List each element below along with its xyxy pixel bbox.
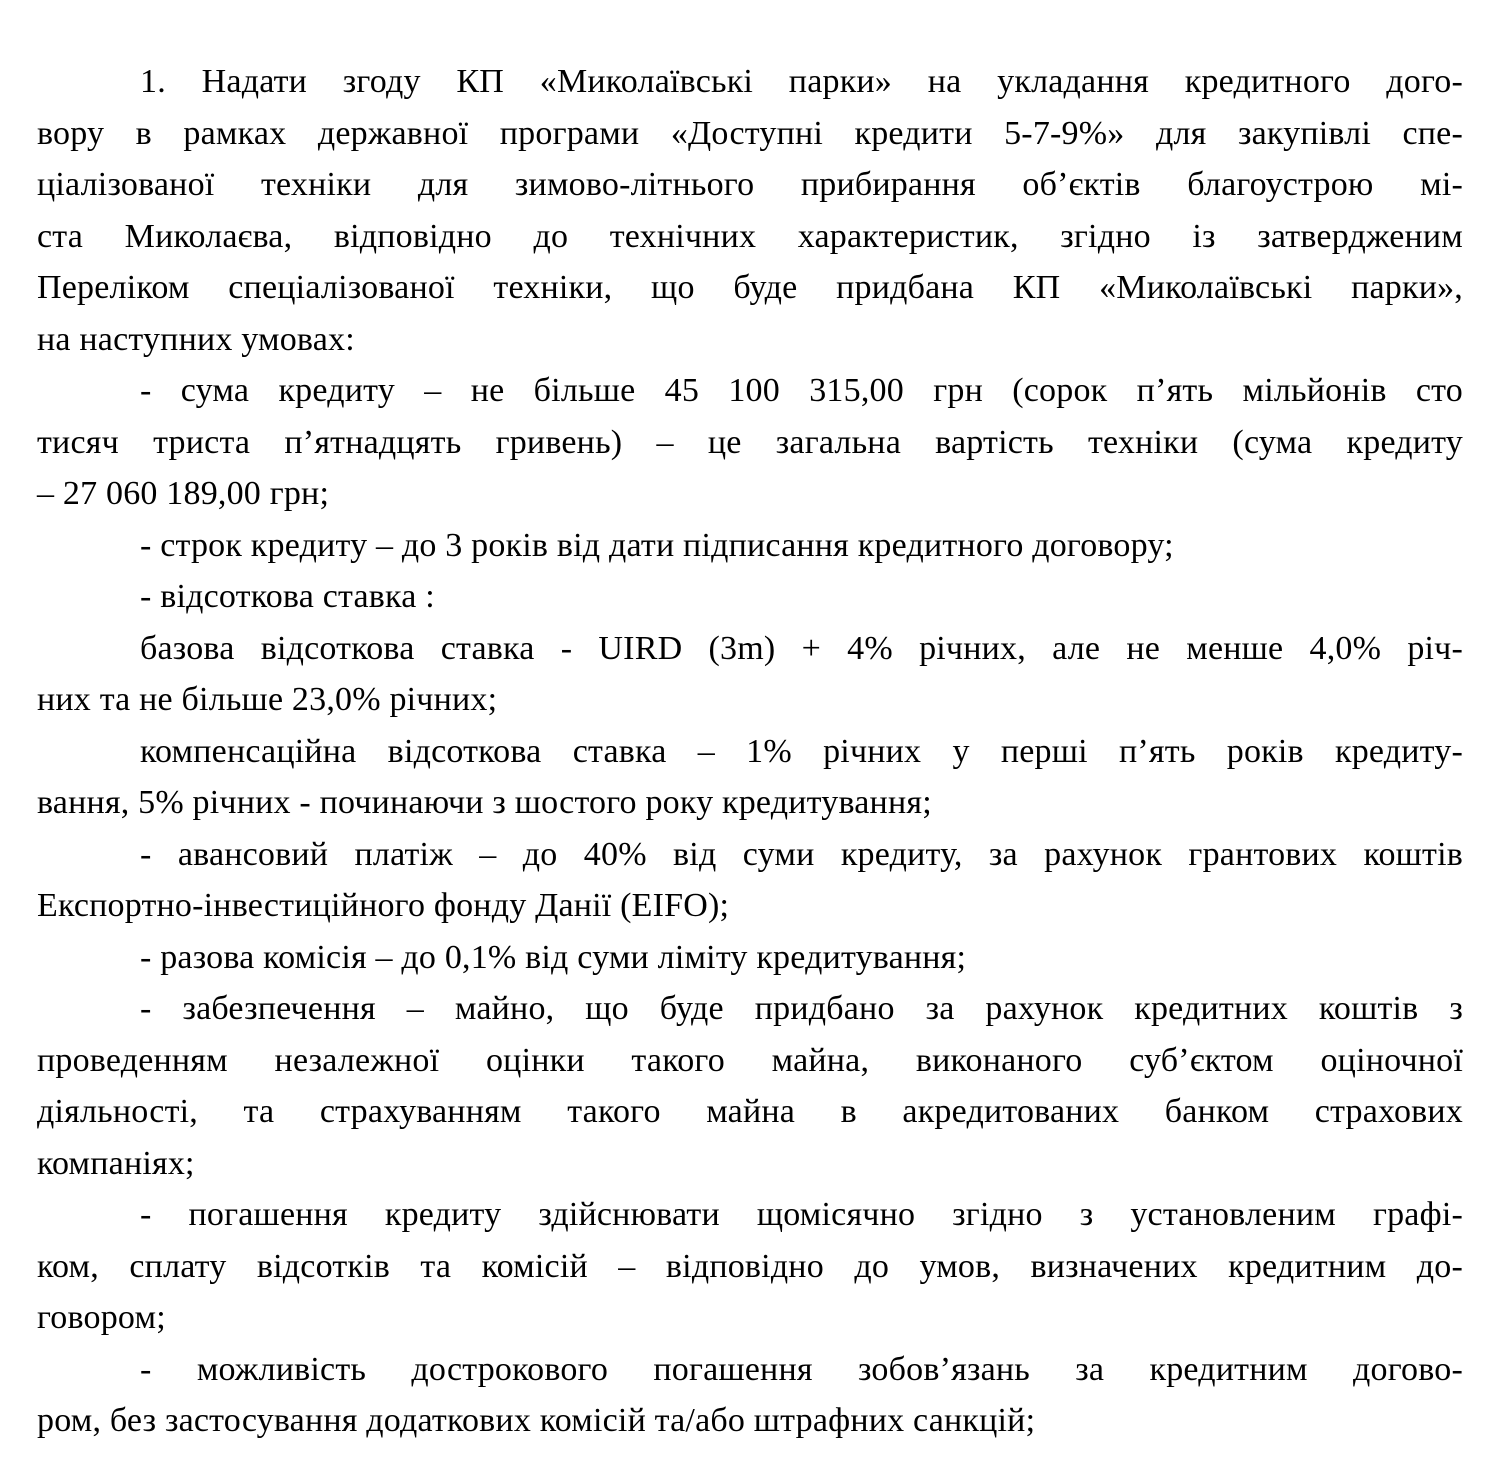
text-line: діяльності, та страхуванням такого майна в акредитованих банком страхових [37, 1093, 1463, 1130]
text-line: - забезпечення – майно, що буде придбано за рахунок кредитних коштів з [140, 990, 1463, 1027]
text-line: вання, 5% річних - починаючи з шостого року кредитування; [37, 784, 932, 821]
text-line: базова відсоткова ставка - UIRD (3m) + 4% річних, але не менше 4,0% річ- [140, 629, 1463, 667]
text-line: вору в рамках державної програми «Доступні кредити 5-7-9%» для закупівлі спе- [37, 114, 1463, 152]
text-line: ціалізованої техніки для зимово-літнього прибирання об’єктів благоустрою мі- [37, 166, 1463, 203]
text-line: тисяч триста п’ятнадцять гривень) – це загальна вартість техніки (сума кредиту [37, 423, 1463, 461]
text-line: Переліком спеціалізованої техніки, що буде придбана КП «Миколаївські парки», [37, 269, 1463, 306]
text-line: - строк кредиту – до 3 років від дати підписання кредитного договору; [140, 526, 1174, 564]
text-line: компенсаційна відсоткова ставка – 1% річних у перші п’ять років кредиту- [140, 732, 1463, 770]
text-line: них та не більше 23,0% річних; [37, 681, 498, 718]
text-line: 1. Надати згоду КП «Миколаївські парки» на укладання кредитного дого- [140, 63, 1463, 100]
text-line: компаніях; [37, 1144, 195, 1182]
text-line: - можливість дострокового погашення зобов’язань за кредитним догово- [140, 1350, 1463, 1388]
text-line: ком, сплату відсотків та комісій – відповідно до умов, визначених кредитним до- [37, 1247, 1463, 1285]
text-line: - погашення кредиту здійснювати щомісячно згідно з установленим графі- [140, 1196, 1463, 1233]
text-line: ста Миколаєва, відповідно до технічних характеристик, згідно із затвердженим [37, 217, 1463, 255]
text-line: проведенням незалежної оцінки такого майна, виконаного суб’єктом оціночної [37, 1041, 1463, 1079]
text-line: ром, без застосування додаткових комісій та/або штрафних санкцій; [37, 1402, 1036, 1439]
text-line: – 27 060 189,00 грн; [37, 475, 330, 512]
text-line: - сума кредиту – не більше 45 100 315,00 грн (сорок п’ять мільйонів сто [140, 372, 1463, 409]
text-line: Експортно-інвестиційного фонду Данії (EIFO); [37, 887, 730, 924]
text-line: говором; [37, 1299, 166, 1336]
text-line: - авансовий платіж – до 40% від суми кредиту, за рахунок грантових коштів [140, 835, 1463, 873]
text-line: на наступних умовах: [37, 320, 355, 358]
text-line: - разова комісія – до 0,1% від суми ліміту кредитування; [140, 938, 967, 976]
text-line: - відсоткова ставка : [140, 578, 435, 615]
